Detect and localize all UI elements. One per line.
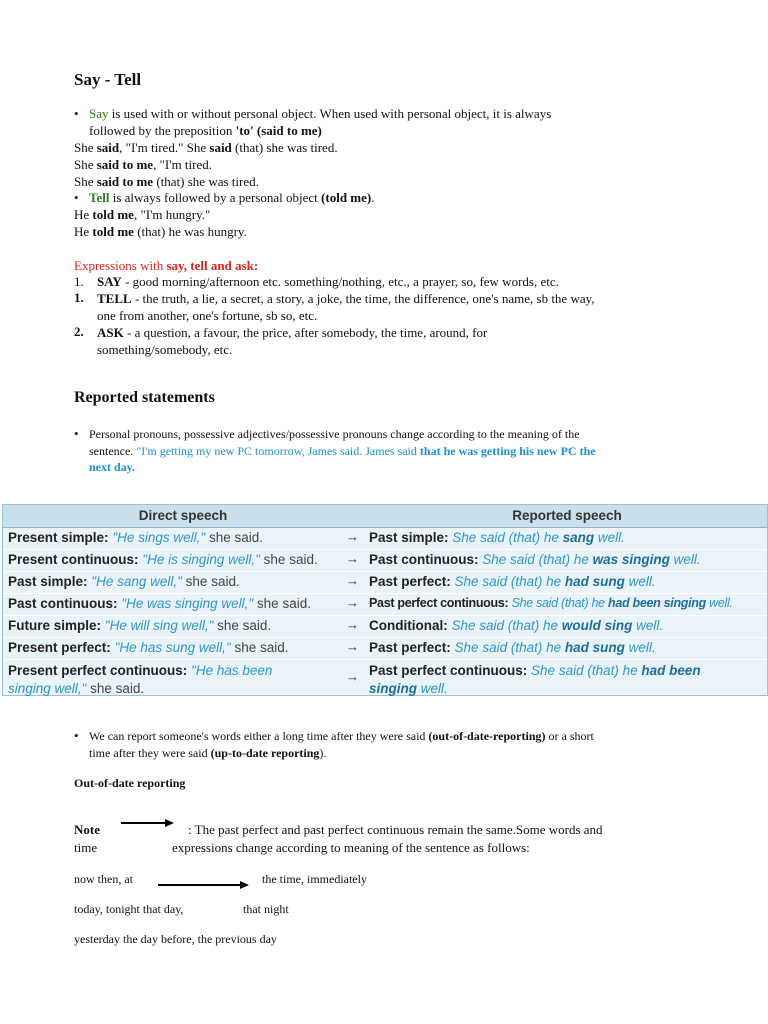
ex-text: , "I'm tired." She [119, 140, 210, 155]
reporting-bullet [89, 728, 594, 745]
direct-quote: "He sings well," [112, 530, 206, 545]
she-said: she said. [259, 552, 318, 567]
ex-text: (that) she was tired. [231, 140, 338, 155]
tense-label: Past simple: [8, 574, 88, 589]
tense-label: Conditional: [369, 618, 448, 633]
say-desc-text: is used with or without personal object. When used with personal object, it is always [108, 106, 552, 121]
header-direct-speech: Direct speech [138, 508, 228, 523]
direct-cell [8, 596, 311, 611]
arrow-icon: → [346, 595, 359, 610]
bullet-bold: (up-to-date reporting [210, 746, 320, 760]
arrow-icon: → [346, 529, 359, 544]
reported-verb: would sing [561, 618, 633, 633]
bullet-dot: • [74, 106, 79, 121]
expr-heading-bold: say, tell and ask: [166, 258, 259, 273]
reported-text: She said (that) he [482, 552, 593, 567]
table-header [3, 505, 767, 528]
tense-label: Present perfect continuous: [8, 663, 188, 678]
reported-text: well. [594, 530, 625, 545]
reported-verb: had sung [564, 640, 625, 655]
ex-text: She [74, 140, 97, 155]
direct-cell [8, 662, 272, 698]
expressions-heading [74, 257, 258, 274]
list-text: - the truth, a lie, a secret, a story, a joke, the time, the difference, one's name, sb the way, [131, 291, 595, 306]
reported-cell [369, 596, 733, 610]
say-desc-text2: followed by the preposition [89, 123, 236, 138]
reported-verb: singing [369, 681, 417, 696]
reported-cell [369, 530, 625, 545]
mapping-left-2: today, tonight that day, [74, 902, 184, 916]
pronouns-bullet-cont2 [89, 459, 135, 476]
tell-bold: (told me) [321, 190, 372, 205]
reported-cell [369, 574, 656, 589]
say-preposition: 'to' (said to me) [235, 123, 322, 138]
arrow-icon: → [346, 573, 359, 588]
note-label: Note [74, 822, 100, 837]
ex-text: (that) he was hungry. [133, 224, 247, 239]
reported-text: She said (that) he [454, 574, 565, 589]
direct-cell [8, 640, 289, 655]
reported-text: well. [632, 618, 664, 633]
mapping-right-2: that night [243, 902, 289, 916]
arrow-icon [165, 819, 174, 827]
she-said: she said. [181, 574, 240, 589]
direct-quote: singing well," [8, 681, 87, 696]
reported-text: well. [624, 574, 656, 589]
table-row [3, 550, 767, 572]
reported-text: She said (that) he [454, 640, 565, 655]
direct-quote: "He will sing well," [104, 618, 214, 633]
note-time: time [74, 840, 98, 855]
list-item-ask [97, 324, 487, 341]
tense-label: Past perfect: [369, 640, 451, 655]
example-line-2 [74, 156, 212, 173]
ex-text: (that) she was tired. [153, 174, 259, 189]
bullet-dot: • [74, 190, 79, 205]
example-line-1 [74, 139, 338, 156]
arrow-icon: → [346, 617, 359, 632]
ex-bold: said [209, 140, 232, 155]
tense-label: Past perfect continuous: [369, 596, 509, 610]
mapping-left-1: now then, at [74, 872, 133, 886]
tense-table [2, 504, 768, 696]
list-item-ask-cont: something/somebody, etc. [97, 342, 233, 357]
direct-quote: "He was singing well," [121, 596, 254, 611]
section-title-say-tell: Say - Tell [74, 70, 142, 89]
example-line-5 [74, 223, 247, 240]
list-key: ASK [97, 325, 124, 340]
she-said: she said. [86, 681, 145, 696]
she-said: she said. [205, 530, 263, 545]
she-said: she said. [213, 618, 272, 633]
tense-label: Past perfect continuous: [369, 663, 528, 678]
tense-label: Present simple: [8, 530, 109, 545]
table-row [3, 528, 767, 550]
ex-bold: said to me [96, 157, 154, 172]
bullet-text: time after they were said [89, 746, 211, 760]
arrow-line [158, 884, 240, 886]
list-text: - good morning/afternoon etc. something/nothing, etc., a prayer, so, few words, etc. [121, 274, 559, 289]
list-item-tell [97, 290, 595, 307]
reported-verb: sang [562, 530, 595, 545]
bullet-text: We can report someone's words either a long time after they were said [89, 729, 429, 743]
table-row [3, 572, 767, 594]
mapping-right-1: the time, immediately [262, 872, 367, 886]
expr-heading-text: Expressions with [74, 258, 167, 273]
reported-text: well. [417, 681, 448, 696]
tell-description [89, 189, 374, 206]
say-word: Say [89, 106, 109, 121]
table-row [3, 638, 767, 660]
ex-text: He [74, 207, 93, 222]
bullet-text: ). [319, 746, 327, 760]
bullet-text: sentence. [89, 444, 137, 458]
reported-text: well. [669, 552, 701, 567]
table-row [3, 660, 767, 695]
tense-label: Past perfect: [369, 574, 451, 589]
table-row [3, 616, 767, 638]
ex-bold: said [96, 140, 120, 155]
list-item-tell-cont: one from another, one's fortune, sb so, etc. [97, 308, 318, 323]
tense-label: Past continuous: [8, 596, 118, 611]
list-number: 1. [74, 274, 84, 289]
direct-cell [8, 618, 271, 633]
example-quote: "I'm getting my new PC tomorrow, James said. James said [136, 444, 420, 458]
reported-text: She said (that) he [452, 530, 563, 545]
example-line-4 [74, 206, 210, 223]
bullet-text: or a short [545, 729, 594, 743]
direct-quote: "He has sung well," [114, 640, 231, 655]
arrow-icon: → [346, 551, 359, 566]
tell-word: Tell [89, 190, 110, 205]
list-key: TELL [97, 291, 132, 306]
reported-cell [369, 552, 701, 567]
reported-verb: was singing [592, 552, 670, 567]
reported-text: She said (that) he [511, 596, 608, 610]
pronouns-bullet: Personal pronouns, possessive adjectives/possessive pronouns change according to the meaning of the [89, 427, 580, 441]
list-key: SAY [97, 274, 122, 289]
ex-text: , "I'm tired. [153, 157, 213, 172]
say-description [89, 105, 551, 122]
she-said: she said. [230, 640, 289, 655]
reported-cell [369, 618, 663, 633]
reported-text: She said (that) he [531, 663, 642, 678]
reported-verb: had been [641, 663, 701, 678]
tense-label: Past simple: [369, 530, 449, 545]
ex-bold: said to me [96, 174, 154, 189]
tense-label: Future simple: [8, 618, 102, 633]
ex-text: She [74, 157, 97, 172]
table-row [3, 594, 767, 616]
tense-label: Past continuous: [369, 552, 479, 567]
reported-text: She said (that) he [451, 618, 562, 633]
ex-bold: told me [92, 224, 134, 239]
tense-label: Present perfect: [8, 640, 111, 655]
reported-verb: had sung [564, 574, 625, 589]
list-text: - a question, a favour, the price, after somebody, the time, around, for [123, 325, 488, 340]
tell-desc-text: is always followed by a personal object [109, 190, 322, 205]
reported-text: well. [705, 596, 733, 610]
reported-cell [369, 662, 701, 698]
list-item-say [97, 273, 559, 290]
pronouns-bullet-cont [89, 443, 596, 460]
ex-text: He [74, 224, 93, 239]
header-reported-speech: Reported speech [512, 508, 622, 523]
ex-text: , "I'm hungry." [133, 207, 211, 222]
example-quote-bold: that he was getting his new PC the [419, 444, 596, 458]
note-text: : The past perfect and past perfect continuous remain the same.Some words and [188, 822, 603, 837]
tense-label: Present continuous: [8, 552, 139, 567]
reporting-bullet-cont [89, 745, 326, 762]
bullet-dot: • [74, 426, 79, 441]
arrow-icon: → [346, 639, 359, 654]
arrow-icon [240, 881, 249, 889]
direct-cell [8, 552, 318, 567]
say-description-cont [89, 122, 322, 139]
bullet-bold: (out-of-date-reporting) [428, 729, 546, 743]
tell-end: . [371, 190, 375, 205]
ex-text: She [74, 174, 97, 189]
section-title-reported-statements: Reported statements [74, 389, 215, 406]
example-line-3 [74, 173, 259, 190]
ex-bold: told me [92, 207, 134, 222]
direct-quote: "He has been [191, 663, 273, 678]
direct-cell [8, 574, 240, 589]
arrow-icon: → [346, 669, 359, 684]
she-said: she said. [253, 596, 311, 611]
list-number: 1. [74, 290, 84, 305]
mapping-3: yesterday the day before, the previous day [74, 932, 277, 946]
out-of-date-heading: Out-of-date reporting [74, 776, 186, 790]
example-quote-bold: next day. [89, 460, 136, 474]
reported-text: well. [624, 640, 656, 655]
reported-verb: had been singing [608, 596, 706, 610]
direct-quote: "He sang well," [91, 574, 182, 589]
bullet-dot: • [74, 728, 79, 743]
direct-quote: "He is singing well," [142, 552, 260, 567]
reported-cell [369, 640, 656, 655]
list-number: 2. [74, 324, 84, 339]
arrow-line [121, 822, 167, 824]
note-text-cont: expressions change according to meaning of the sentence as follows: [172, 840, 530, 855]
direct-cell [8, 530, 263, 545]
